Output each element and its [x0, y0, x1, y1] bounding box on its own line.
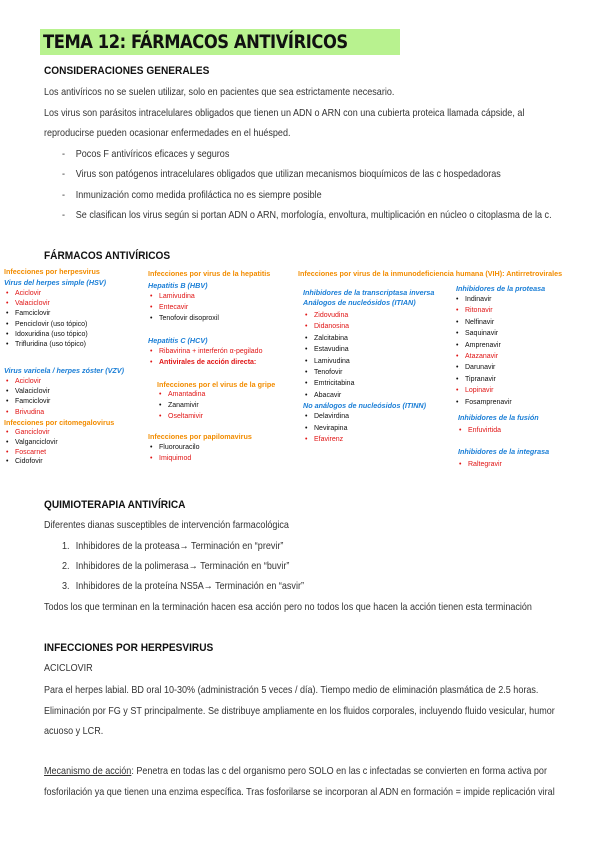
subgroup-title-fusion: Inhibidores de la fusión [458, 413, 539, 422]
drug-item [150, 358, 256, 368]
drug-item [6, 438, 58, 448]
paragraph: Diferentes dianas susceptibles de intervención farmacológica [44, 519, 289, 531]
bullet-icon: • [305, 413, 308, 420]
drug-name: Aciclovir [15, 378, 42, 385]
drug-name: Tipranavir [465, 375, 496, 383]
drug-name: Foscarnet [15, 448, 47, 456]
drug-item [305, 435, 343, 445]
bullet-icon: • [305, 334, 308, 342]
drug-name: Atazanavir [465, 353, 499, 360]
drug-name: Raltegravir [468, 461, 502, 468]
paragraph: reproducirse pueden ocasionar enfermedades en el huésped. [44, 127, 291, 139]
drug-item [305, 311, 348, 321]
drug-item [6, 448, 46, 458]
drug-item [6, 309, 50, 319]
drug-item [456, 363, 495, 373]
drug-item [305, 368, 342, 378]
paragraph: Los virus son parásitos intracelulares obligados que tienen un ADN o ARN con una cubierta proteica llamada cápside, al [44, 107, 525, 119]
subgroup-title-hsv: Virus del herpes simple (HSV) [4, 278, 106, 287]
drug-name: Valganciclovir [15, 438, 58, 446]
section-heading-herpesvirus: INFECCIONES POR HERPESVIRUS [44, 642, 214, 654]
drug-name: Abacavir [314, 391, 342, 399]
bullet-icon: • [159, 391, 162, 398]
bullet-icon: • [456, 341, 459, 349]
drug-item [305, 424, 347, 434]
paragraph: fosforilación ya que tienen una enzima específica. Tras fosforilarse se incorporan al ADN en formación = impide replicación viral [44, 786, 555, 798]
bullet-icon: • [150, 444, 153, 451]
drug-name: Nevirapina [314, 424, 348, 432]
drug-name: Enfuvirtida [468, 427, 502, 434]
bullet-icon: • [6, 448, 9, 456]
drug-item [159, 412, 203, 422]
page-title: TEMA 12: FÁRMACOS ANTIVÍRICOS [43, 31, 348, 53]
drug-name: Brivudina [15, 408, 45, 416]
drug-name: Lopinavir [465, 387, 494, 395]
drug-item [6, 377, 41, 387]
drug-name: Zanamivir [168, 402, 199, 410]
drug-name: Idoxuridina (uso tópico) [15, 330, 88, 338]
drug-name: Ritonavir [465, 307, 493, 315]
bullet-icon: • [6, 290, 9, 297]
bullet-icon: • [305, 380, 308, 388]
drug-item [6, 408, 44, 418]
drug-name: Antivirales de acción directa: [159, 358, 257, 366]
bullet-icon: • [456, 307, 459, 315]
paragraph: Los antivíricos no se suelen utilizar, solo en pacientes que sea estrictamente necesario. [44, 86, 395, 98]
drug-name: Valaciclovir [15, 388, 50, 396]
subgroup-title-hbv: Hepatitis B (HBV) [148, 281, 208, 290]
bullet-icon: • [6, 398, 9, 406]
subgroup-title-itr: Inhibidores de la transcriptasa inversa [303, 288, 435, 297]
drug-item [305, 357, 350, 367]
paragraph: Todos los que terminan en la terminación hacen esa acción pero no todos los que hacen la acción tienen esta terminación [44, 601, 532, 613]
drug-item [456, 398, 512, 408]
section-heading-quimioterapia: QUIMIOTERAPIA ANTIVÍRICA [44, 499, 186, 511]
drug-name: Imiquimod [159, 455, 192, 462]
paragraph-mecanismo: Mecanismo de acción: Penetra en todas las c del organismo pero SOLO en las c infectadas se convierten en forma activa por [44, 765, 547, 777]
subgroup-title-vzv: Virus varicela / herpes zóster (VZV) [4, 366, 124, 375]
drug-item [6, 387, 50, 397]
drug-name: Tenofovir disoproxil [159, 314, 219, 322]
drug-name: Penciclovir (uso tópico) [15, 320, 88, 328]
bullet-item: - Virus son patógenos intracelulares obligados que utilizan mecanismos bioquímicos de las c hospedadoras [62, 168, 501, 180]
drug-name: Famciclovir [15, 310, 51, 318]
subsection-title-aciclovir: ACICLOVIR [44, 662, 93, 674]
drug-item [459, 460, 502, 470]
drug-item [6, 340, 86, 350]
bullet-item: - Se clasifican los virus según si portan ADN o ARN, morfología, envoltura, multiplicación en núcleo o citoplasma de la c. [62, 209, 552, 221]
drug-item [6, 457, 43, 467]
drug-name: Nelfinavir [465, 318, 495, 326]
bullet-icon: • [6, 429, 9, 436]
bullet-icon: • [159, 413, 162, 421]
subgroup-title-hcv: Hepatitis C (HCV) [148, 336, 208, 345]
drug-item [6, 320, 87, 330]
bullet-icon: • [150, 455, 153, 462]
list-item: 1. Inhibidores de la proteasa→ Terminación en “previr” [62, 540, 284, 552]
bullet-icon: • [159, 402, 162, 410]
drug-item [305, 322, 349, 332]
group-title-gripe: Infecciones por el virus de la gripe [157, 380, 276, 389]
drug-item [6, 330, 88, 340]
bullet-icon: • [456, 375, 459, 383]
group-title-hepatitis: Infecciones por virus de la hepatitis [148, 269, 271, 278]
bullet-icon: • [456, 364, 459, 372]
drug-name: Tenofovir [314, 369, 343, 376]
drug-item [456, 352, 498, 362]
drug-item [459, 426, 501, 436]
drug-item [150, 292, 195, 302]
mecanismo-label: Mecanismo de acción [44, 765, 132, 777]
drug-name: Fluorouracilo [159, 444, 200, 451]
drug-name: Didanosina [314, 323, 350, 331]
paragraph: acuoso y LCR. [44, 725, 104, 737]
section-heading-farmacos: FÁRMACOS ANTIVÍRICOS [44, 250, 171, 262]
drug-name: Delavirdina [314, 413, 350, 420]
bullet-icon: • [150, 348, 153, 355]
drug-item [456, 341, 501, 351]
drug-name: Lamivudina [159, 293, 195, 300]
paragraph: Eliminación por FG y ST principalmente. Se distribuye ampliamente en los fluidos corporales, incluyendo fluido vesicular, humor [44, 705, 555, 717]
bullet-item: - Pocos F antivíricos eficaces y seguros [62, 148, 230, 160]
bullet-icon: • [6, 408, 9, 416]
drug-item [305, 379, 354, 389]
drug-name: Amprenavir [465, 341, 501, 349]
drug-item [456, 306, 493, 316]
title-highlight [40, 29, 400, 55]
group-title-herpesvirus: Infecciones por herpesvirus [4, 267, 100, 276]
bullet-icon: • [456, 330, 459, 338]
drug-item [456, 329, 498, 339]
drug-name: Entecavir [159, 303, 189, 311]
bullet-icon: • [6, 310, 9, 318]
bullet-icon: • [305, 391, 308, 399]
drug-name: Darunavir [465, 364, 496, 372]
drug-item [305, 412, 349, 422]
list-item: 2. Inhibidores de la polimerasa→ Terminación en “buvir” [62, 560, 290, 572]
bullet-icon: • [305, 323, 308, 331]
bullet-icon: • [6, 300, 9, 308]
drug-item [305, 391, 341, 401]
drug-item [6, 397, 50, 407]
bullet-icon: • [305, 424, 308, 432]
paragraph: Para el herpes labial. BD oral 10-30% (administración 5 veces / día). Tiempo medio de eliminación plasmática de 2.5 horas. [44, 684, 539, 696]
drug-name: Trifluridina (uso tópico) [15, 341, 86, 348]
bullet-icon: • [6, 438, 9, 446]
drug-name: Oseltamivir [168, 413, 204, 421]
drug-item [456, 318, 494, 328]
bullet-icon: • [6, 320, 9, 328]
drug-item [150, 443, 199, 453]
group-title-vih: Infecciones por virus de la inmunodeficiencia humana (VIH): Antirretrovirales [298, 269, 563, 278]
group-title-cmv: Infecciones por citomegalovirus [4, 418, 115, 427]
bullet-icon: • [456, 318, 459, 326]
drug-name: Ganciclovir [15, 429, 50, 436]
bullet-icon: • [6, 388, 9, 396]
drug-item [305, 345, 349, 355]
drug-item [456, 375, 496, 385]
bullet-icon: • [6, 378, 9, 385]
subgroup-title-proteasa: Inhibidores de la proteasa [456, 284, 546, 293]
bullet-icon: • [6, 458, 9, 466]
list-item: 3. Inhibidores de la proteína NS5A→ Terminación en “asvir” [62, 580, 304, 592]
bullet-icon: • [150, 303, 153, 311]
bullet-icon: • [305, 346, 308, 354]
drug-item [159, 390, 205, 400]
bullet-icon: • [150, 314, 153, 322]
drug-item [150, 303, 188, 313]
subgroup-title-itinn: No análogos de nucleósidos (ITINN) [303, 401, 426, 410]
bullet-icon: • [305, 357, 308, 365]
drug-item [456, 295, 491, 305]
drug-name: Ribavirina + interferón α-pegilado [159, 348, 263, 355]
group-title-papilomavirus: Infecciones por papilomavirus [148, 432, 252, 441]
drug-name: Efavirenz [314, 436, 344, 443]
subgroup-title-integrasa: Inhibidores de la integrasa [458, 447, 550, 456]
drug-name: Estavudina [314, 346, 349, 354]
drug-item [305, 334, 348, 344]
drug-name: Lamivudina [314, 357, 350, 365]
bullet-icon: • [456, 296, 459, 303]
drug-name: Zalcitabina [314, 334, 348, 342]
bullet-icon: • [6, 330, 9, 338]
bullet-icon: • [150, 293, 153, 300]
drug-name: Saquinavir [465, 330, 499, 338]
drug-item [150, 314, 219, 324]
bullet-icon: • [6, 341, 9, 348]
bullet-icon: • [305, 369, 308, 376]
drug-item [456, 386, 493, 396]
drug-item [6, 289, 41, 299]
drug-name: Indinavir [465, 296, 492, 303]
drug-item [150, 454, 191, 464]
drug-name: Cidofovir [15, 458, 43, 466]
subgroup-title-itian: Análogos de nucleósidos (ITIAN) [303, 298, 416, 307]
drug-name: Zidovudina [314, 312, 349, 319]
bullet-icon: • [150, 358, 153, 366]
drug-name: Valaciclovir [15, 300, 50, 308]
bullet-icon: • [456, 387, 459, 395]
drug-name: Emtricitabina [314, 380, 355, 388]
drug-name: Fosamprenavir [465, 398, 512, 406]
drug-item [150, 347, 262, 357]
bullet-icon: • [459, 427, 462, 434]
drug-item [6, 428, 50, 438]
bullet-item: - Inmunización como medida profiláctica no es siempre posible [62, 189, 322, 201]
section-heading-consideraciones: CONSIDERACIONES GENERALES [44, 65, 210, 77]
bullet-icon: • [456, 398, 459, 406]
drug-name: Famciclovir [15, 398, 51, 406]
bullet-icon: • [305, 436, 308, 443]
bullet-icon: • [459, 461, 462, 468]
drug-item [6, 299, 50, 309]
drug-item [159, 401, 199, 411]
drug-name: Amantadina [168, 391, 206, 398]
drug-name: Aciclovir [15, 290, 42, 297]
bullet-icon: • [305, 312, 308, 319]
bullet-icon: • [456, 353, 459, 360]
